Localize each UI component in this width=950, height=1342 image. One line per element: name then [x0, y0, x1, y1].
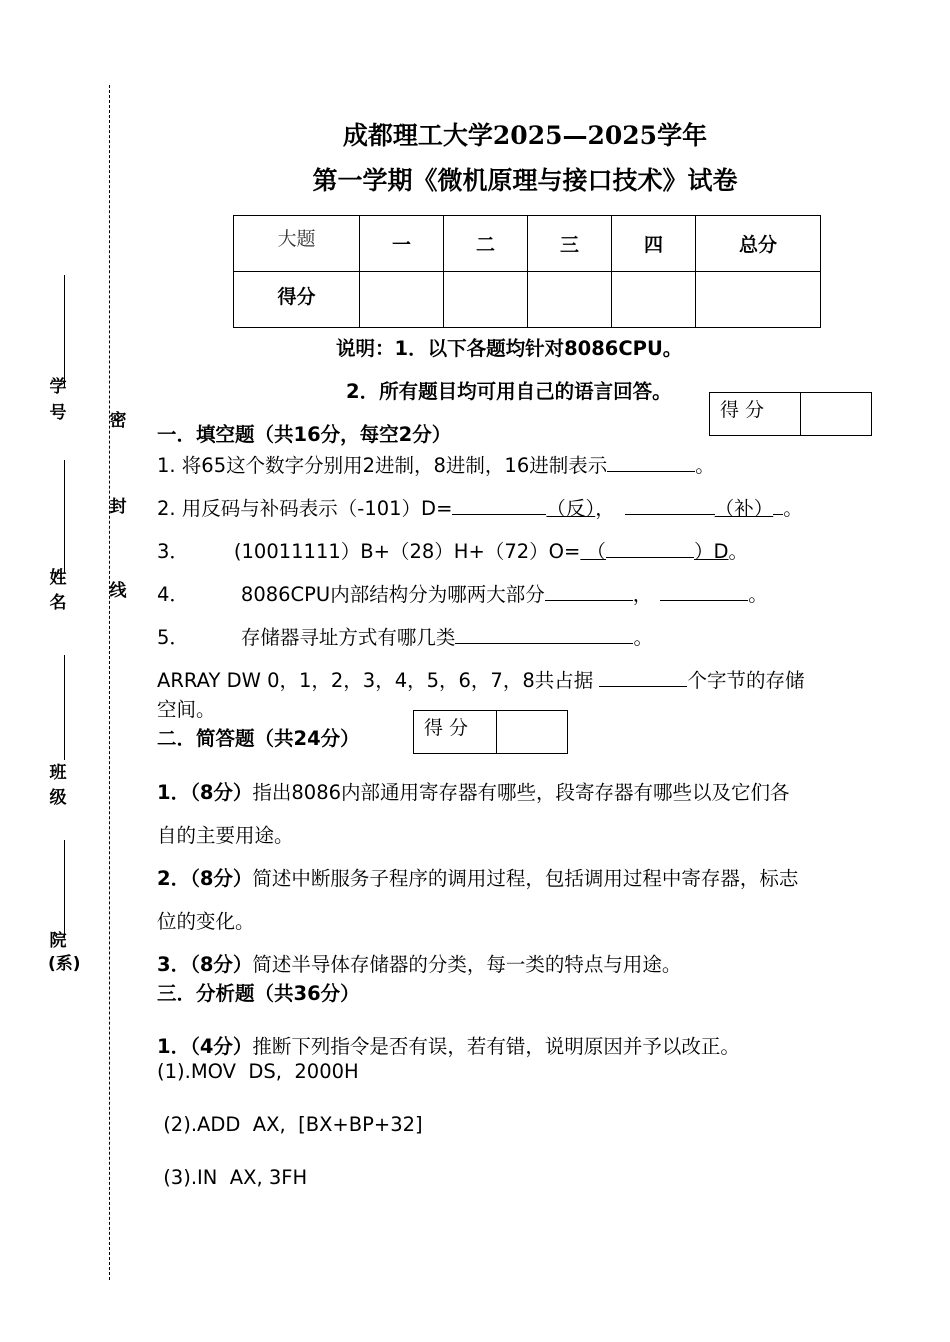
analysis-q1-label: 1．（4分）	[157, 1035, 253, 1058]
fill-q4-sep: ，	[632, 583, 653, 606]
fill-q3-num: 3．	[157, 540, 189, 563]
score-table-header-cell: 一	[360, 216, 444, 272]
short-q1-label: 1．（8分）	[157, 781, 253, 804]
exam-title-line1: 成都理工大学2025—2025学年	[342, 121, 708, 150]
instruction-item: (2).ADD AX, [BX+BP+32]	[157, 1113, 423, 1136]
fill-q5-end: 。	[633, 626, 653, 649]
fill-q5	[157, 622, 653, 650]
fill-q6-blank[interactable]	[599, 666, 687, 687]
short-q3-text: 简述半导体存储器的分类，每一类的特点与用途。	[252, 953, 682, 976]
class-blank	[64, 655, 65, 760]
short-q2	[157, 863, 798, 891]
fill-q5-blank[interactable]	[455, 623, 633, 644]
score-table-row-label: 得分	[234, 272, 360, 328]
exam-title-line2: 第一学期《微机原理与接口技术》试卷	[312, 166, 738, 195]
dept-label: 院 (系)	[48, 931, 81, 974]
short-q1	[157, 777, 790, 805]
note-2: 2．所有题目均可用自己的语言回答。	[346, 380, 672, 403]
score-box-input[interactable]	[497, 711, 568, 754]
fill-q4-num: 4．	[157, 583, 189, 606]
score-table-header-cell: 大题	[234, 216, 360, 272]
section1-score-box	[709, 392, 872, 436]
score-cell[interactable]	[696, 272, 821, 328]
fill-q3-paren: （	[580, 540, 607, 563]
fill-q4	[157, 579, 768, 607]
section1-heading: 一．填空题（共16分，每空2分）	[157, 423, 452, 446]
fill-q2-end: 。	[783, 497, 803, 520]
score-cell[interactable]	[612, 272, 696, 328]
seal-line-label: 密 封 线	[109, 411, 127, 601]
section2-heading: 二．简答题（共24分）	[157, 727, 360, 750]
instruction-item: (3).IN AX, 3FH	[157, 1166, 308, 1189]
score-table-header-cell: 二	[444, 216, 528, 272]
score-cell[interactable]	[360, 272, 444, 328]
score-box-label: 得 分	[710, 393, 801, 436]
fill-q2-text: 2. 用反码与补码表示（-101）D=	[157, 497, 453, 520]
note-1: 说明：1．以下各题均针对8086CPU。	[336, 337, 683, 360]
fill-q4-end: 。	[748, 583, 768, 606]
fill-q5-text: 存储器寻址方式有哪几类	[240, 626, 456, 649]
score-box-input[interactable]	[801, 393, 872, 436]
fill-q6-cont: 空间。	[157, 698, 216, 721]
seal-cut-line	[109, 85, 110, 1280]
score-table-header-cell: 四	[612, 216, 696, 272]
fill-q2-blank-fan[interactable]	[452, 494, 546, 515]
fill-q6	[157, 665, 804, 693]
short-q2-label: 2．（8分）	[157, 867, 253, 890]
score-cell[interactable]	[444, 272, 528, 328]
score-table-header-cell: 总分	[696, 216, 821, 272]
short-q1-cont: 自的主要用途。	[157, 824, 294, 847]
score-table-header-cell: 三	[528, 216, 612, 272]
fill-q5-num: 5．	[157, 626, 189, 649]
fill-q4-blank-2[interactable]	[660, 580, 748, 601]
fill-q6-end: 个字节的存储	[687, 669, 805, 692]
fill-q2-fan-label: （反）	[546, 497, 596, 520]
fill-q2	[157, 493, 803, 521]
fill-q1-text: 1. 将65这个数字分别用2进制，8进制，16进制表示	[157, 454, 608, 477]
name-label: 姓 名	[49, 568, 67, 613]
student-id-label: 学 号	[49, 377, 67, 423]
fill-q2-blank-bu[interactable]	[625, 494, 715, 515]
score-box-label: 得 分	[414, 711, 497, 754]
fill-q3-end: 。	[728, 540, 749, 563]
fill-q1-end: 。	[695, 454, 715, 477]
student-id-blank	[64, 275, 65, 388]
score-table	[233, 215, 821, 328]
fill-q2-bu-label: （补）	[714, 497, 774, 520]
fill-q1-blank[interactable]	[607, 451, 695, 472]
section3-heading: 三．分析题（共36分）	[157, 982, 360, 1005]
fill-q2-trail	[773, 494, 783, 515]
short-q2-cont: 位的变化。	[157, 910, 255, 933]
short-q3-label: 3．（8分）	[157, 953, 253, 976]
section2-score-box	[413, 710, 568, 754]
fill-q3-text: (10011111）B+（28）H+（72）O=	[233, 540, 581, 563]
fill-q1	[157, 450, 715, 478]
name-blank	[64, 460, 65, 572]
fill-q6-text: ARRAY DW 0，1，2，3，4，5，6，7，8共占据	[157, 669, 600, 692]
short-q1-text: 指出8086内部通用寄存器有哪些，段寄存器有哪些以及它们各	[252, 781, 790, 804]
analysis-q1-text: 推断下列指令是否有误，若有错，说明原因并予以改正。	[252, 1035, 740, 1058]
class-label: 班 级	[49, 763, 67, 808]
short-q2-text: 简述中断服务子程序的调用过程，包括调用过程中寄存器，标志	[252, 867, 799, 890]
fill-q2-sep: ，	[595, 497, 615, 520]
short-q3	[157, 949, 681, 977]
fill-q4-text: 8086CPU内部结构分为哪两大部分	[240, 583, 545, 606]
fill-q3-blank[interactable]	[606, 537, 694, 558]
fill-q3-close: ）D	[694, 540, 729, 563]
fill-q4-blank-1[interactable]	[545, 580, 633, 601]
score-cell[interactable]	[528, 272, 612, 328]
fill-q3	[157, 536, 748, 564]
dept-blank	[64, 840, 65, 938]
analysis-q1	[157, 1031, 740, 1059]
instruction-item: (1).MOV DS, 2000H	[157, 1060, 359, 1083]
